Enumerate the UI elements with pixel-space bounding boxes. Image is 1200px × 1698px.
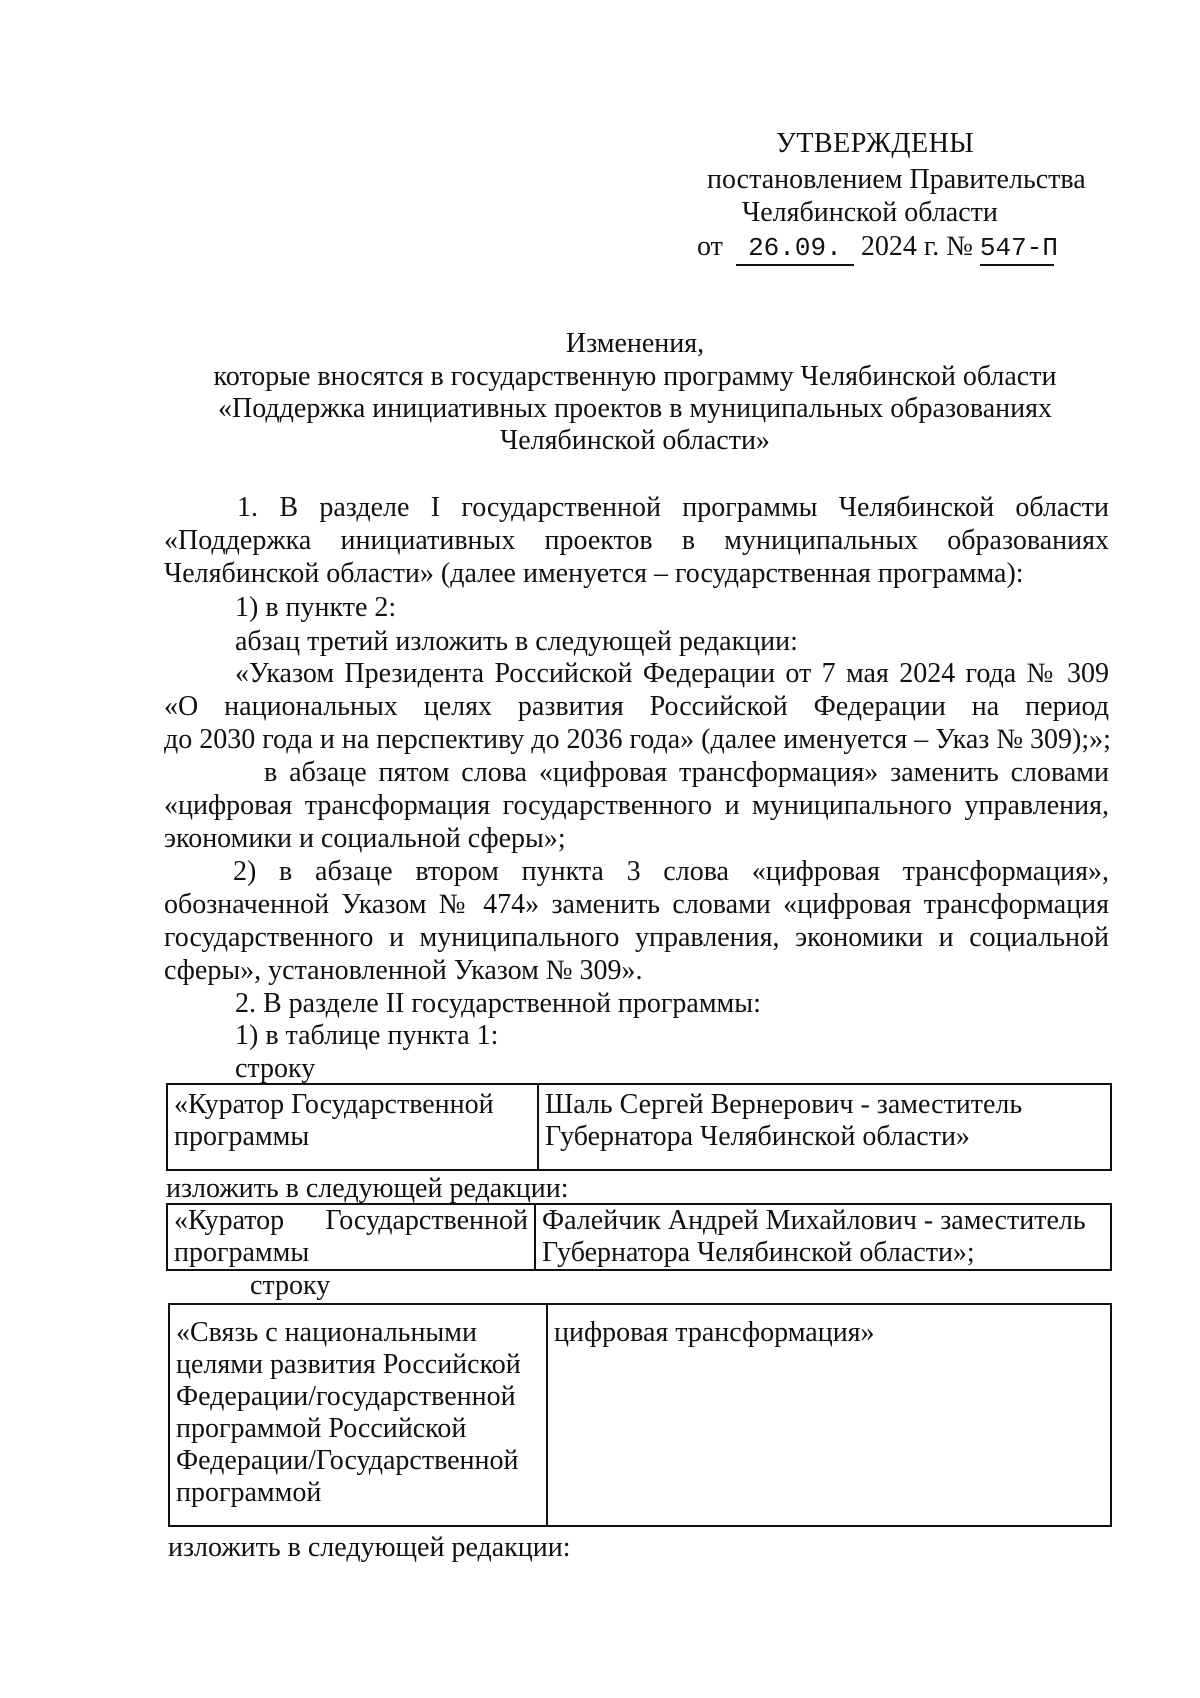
heading-line2: которые вносятся в государственную программу Челябинской области [213, 361, 1057, 392]
p1-line2: «Поддержка инициативных проектов в муниципальных образованиях [164, 525, 1109, 556]
table-row [169, 1304, 1111, 1526]
p5-line1: в абзаце пятом слова «цифровая трансформация» заменить словами [264, 757, 1109, 788]
cell-text: Губернатора Челябинской области»; [542, 1237, 975, 1268]
p6-line3: государственного и муниципального управления, экономики и социальной [164, 922, 1109, 953]
approval-date-line [697, 231, 1058, 266]
approval-date: 26.09. [736, 232, 854, 266]
p10: изложить в следующей редакции: [166, 1173, 569, 1204]
cell-text: программы [174, 1237, 310, 1268]
table-cell-left [167, 1204, 535, 1270]
p8: 1) в таблице пункта 1: [235, 1020, 499, 1051]
table-cell-right [538, 1084, 1111, 1170]
table-cell-right [547, 1304, 1111, 1526]
cell-text: Губернатора Челябинской области» [545, 1121, 970, 1152]
p6-line1: 2) в абзаце втором пункта 3 слова «цифровая трансформация», [233, 856, 1109, 887]
table-curator-old [166, 1083, 1112, 1171]
p5-line2: «цифровая трансформация государственного и муниципального управления, [164, 790, 1109, 821]
p4-line2: «О национальных целях развития Российской Федерации на период [164, 691, 1109, 722]
p6-line2: обозначенной Указом № 474» заменить словами «цифровая трансформация [164, 889, 1109, 920]
approval-line1: постановлением Правительства [707, 164, 1086, 195]
cell-text: Федерации/государственной [176, 1381, 516, 1412]
p1-line1: 1. В разделе I государственной программы Челябинской области [237, 492, 1109, 523]
p2: 1) в пункте 2: [235, 592, 397, 623]
p7: 2. В разделе II государственной программы: [235, 988, 761, 1019]
table-cell-left [169, 1304, 547, 1526]
cell-text: цифровая трансформация» [554, 1317, 875, 1348]
approval-line2: Челябинской области [742, 197, 998, 228]
cell-text: целями развития Российской [176, 1349, 521, 1380]
table-national-goals [168, 1303, 1112, 1527]
cell-text: Шаль Сергей Вернерович - заместитель [545, 1089, 1023, 1120]
cell-text: программы [174, 1121, 310, 1152]
year-text: 2024 г. № [860, 231, 973, 262]
table-row [167, 1084, 1111, 1170]
heading-line1: Изменения, [565, 328, 705, 359]
p1-line3: Челябинской области» (далее именуется – государственная программа): [164, 558, 1024, 589]
table-cell-right [535, 1204, 1111, 1270]
p9: строку [235, 1053, 316, 1084]
p5-line3: экономики и социальной сферы»; [164, 823, 566, 854]
p4-line1: «Указом Президента Российской Федерации от 7 мая 2024 года № 309 [235, 658, 1109, 689]
cell-text: Федерации/Государственной [176, 1445, 519, 1476]
cell-text: «Связь с национальными [176, 1317, 477, 1348]
cell-text: программой Российской [176, 1413, 467, 1444]
cell-text: «Куратор Государственной [174, 1089, 494, 1120]
p6-line4: сферы», установленной Указом № 309». [164, 955, 643, 986]
table-curator-new [166, 1203, 1112, 1271]
p11: строку [250, 1270, 331, 1301]
p12: изложить в следующей редакции: [168, 1532, 571, 1563]
heading-line4: Челябинской области» [500, 425, 770, 456]
p4-line3: до 2030 года и на перспективу до 2036 года» (далее именуется – Указ № 309);»; [164, 724, 1111, 755]
approval-number: 547-П [980, 232, 1054, 266]
cell-text: Фалейчик Андрей Михайлович - заместитель [542, 1205, 1086, 1236]
table-cell-left [167, 1084, 538, 1170]
approval-title: УТВЕРЖДЕНЫ [776, 128, 975, 159]
cell-text: программой [176, 1477, 322, 1508]
p3: абзац третий изложить в следующей редакции: [235, 626, 798, 657]
heading-line3: «Поддержка инициативных проектов в муниципальных образованиях [218, 393, 1052, 424]
date-prefix: от [697, 231, 723, 262]
table-row [167, 1204, 1111, 1270]
cell-text: «Куратор Государственной [174, 1205, 528, 1236]
